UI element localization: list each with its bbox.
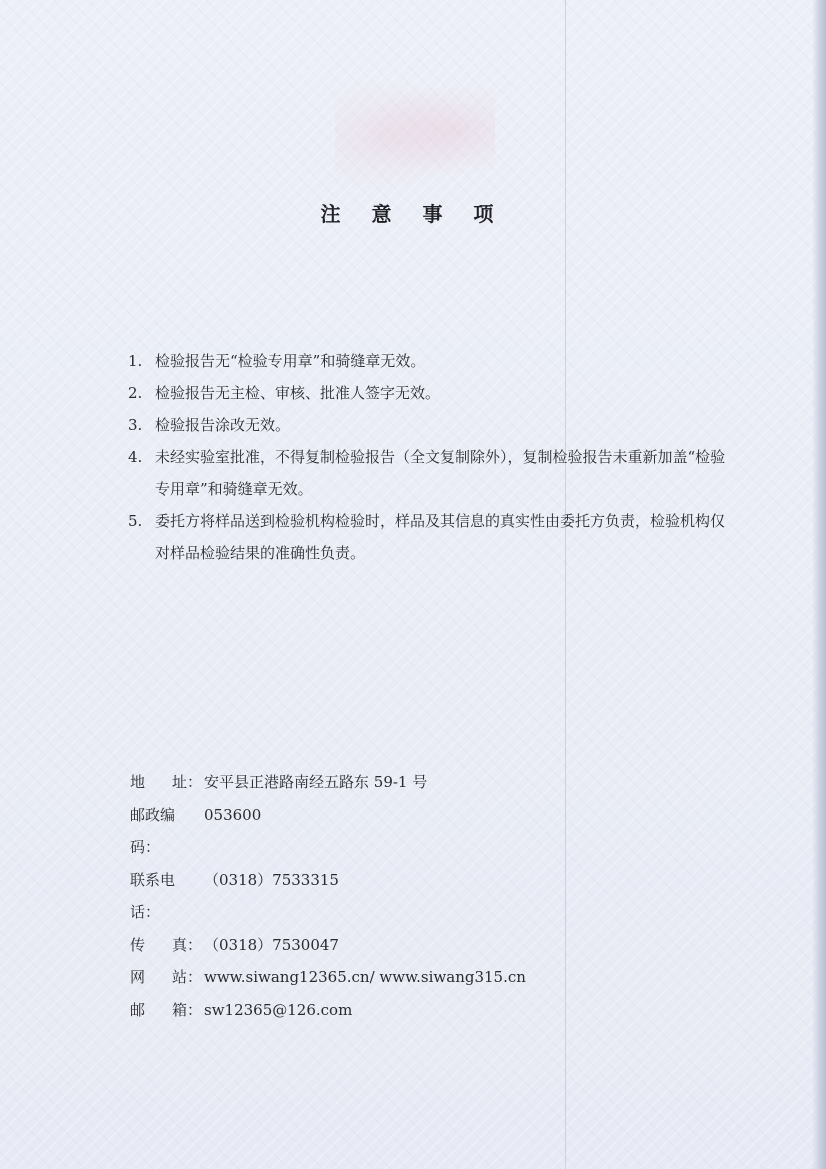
- phone-label: 联系电话：: [130, 870, 176, 921]
- note-number: 3.: [128, 416, 143, 434]
- fax-label: 传 真：: [130, 935, 202, 954]
- contact-info: [130, 766, 526, 1026]
- website-label: 网 站：: [130, 968, 202, 986]
- fax-row: [130, 929, 526, 962]
- page-edge: [812, 0, 826, 1169]
- note-item: [128, 505, 728, 569]
- website-value: www.siwang12365.cn/ www.siwang315.cn: [204, 968, 526, 986]
- email-label: 邮 箱：: [130, 1000, 202, 1019]
- phone-row: [130, 864, 526, 929]
- email-row: [130, 994, 526, 1027]
- note-text: 委托方将样品送到检验机构检验时，样品及其信息的真实性由委托方负责，检验机构仅对样品检验结果的准确性负责。: [155, 512, 726, 562]
- address-label: 地 址：: [130, 773, 202, 791]
- note-item: [128, 409, 728, 441]
- phone-value: （0318）7533315: [204, 870, 339, 889]
- fax-value: （0318）7530047: [204, 935, 339, 954]
- note-text: 检验报告涂改无效。: [155, 416, 291, 434]
- fold-line: [565, 0, 566, 1169]
- note-text: 检验报告无主检、审核、批准人签字无效。: [155, 384, 441, 402]
- note-item: [128, 377, 728, 409]
- notes-list: [128, 345, 728, 569]
- faded-seal-mark: [335, 70, 495, 190]
- postcode-row: [130, 799, 526, 864]
- note-text: 未经实验室批准，不得复制检验报告（全文复制除外），复制检验报告未重新加盖“检验专用章”和骑缝章无效。: [155, 448, 726, 498]
- note-number: 5.: [128, 512, 143, 530]
- address-value: 安平县正港路南经五路东 59-1 号: [204, 773, 428, 791]
- address-row: [130, 766, 526, 799]
- postcode-label: 邮政编码：: [130, 805, 176, 856]
- note-item: [128, 441, 728, 505]
- email-value: sw12365@126.com: [204, 1000, 353, 1019]
- page-title: 注 意 事 项: [320, 202, 506, 226]
- note-number: 1.: [128, 352, 143, 370]
- note-item: [128, 345, 728, 377]
- note-text: 检验报告无“检验专用章”和骑缝章无效。: [155, 352, 426, 370]
- postcode-value: 053600: [204, 805, 262, 824]
- note-number: 2.: [128, 384, 143, 402]
- note-number: 4.: [128, 448, 143, 466]
- website-row: [130, 961, 526, 994]
